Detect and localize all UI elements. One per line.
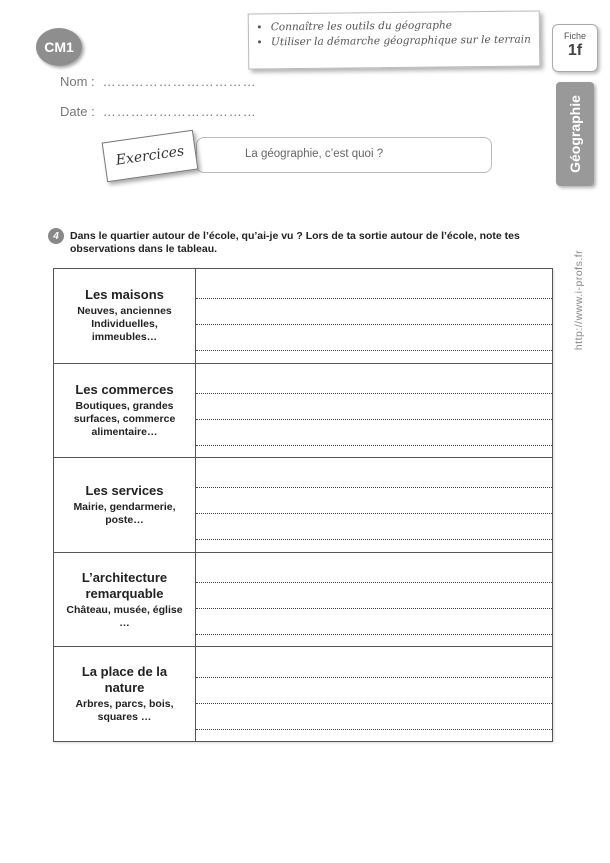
answer-cell[interactable]	[196, 269, 553, 364]
category-title: La place de la nature	[81, 664, 168, 696]
date-field[interactable]	[60, 104, 257, 119]
date-dots: ……………………………	[102, 104, 257, 119]
sheet-label: Fiche	[563, 31, 586, 41]
answer-line[interactable]	[196, 704, 552, 730]
table-row	[54, 552, 553, 647]
objective-item: • Utiliser la démarche géographique sur le terrain	[271, 34, 531, 49]
name-label: Nom :	[60, 74, 95, 89]
sheet-number: 1f	[567, 42, 583, 59]
category-cell	[54, 647, 196, 742]
site-url[interactable]	[572, 249, 586, 351]
category-examples: Arbres, parcs, bois, squares …	[75, 698, 174, 724]
answer-line[interactable]	[196, 325, 552, 351]
level-badge: CM1	[36, 28, 82, 66]
category-examples: Boutiques, grandes surfaces, commerce alimentaire…	[73, 399, 176, 438]
subject-label: Géographie	[567, 95, 583, 173]
site-url-text: http://www.i-profs.fr	[573, 249, 585, 351]
exercise-instruction: Dans le quartier autour de l’école, qu’ai-je vu ? Lors de ta sortie autour de l’école, note tes observations dans le tableau.	[70, 230, 520, 255]
answer-line[interactable]	[196, 583, 552, 609]
answer-line[interactable]	[196, 375, 552, 394]
category-examples: Neuves, anciennes Individuelles, immeubles…	[77, 305, 172, 344]
answer-cell[interactable]	[196, 552, 553, 647]
answer-line[interactable]	[196, 488, 552, 514]
table-row	[54, 458, 553, 553]
category-cell	[54, 363, 196, 458]
objectives-card	[248, 10, 541, 69]
objective-item: • Connaître les outils du géographe	[271, 19, 531, 34]
exercises-tag: Exercices	[102, 130, 199, 182]
exercise-number-badge: 4	[48, 228, 64, 244]
table-row	[54, 269, 553, 364]
category-cell	[54, 458, 196, 553]
category-title: Les services	[85, 482, 164, 498]
category-title: Les commerces	[75, 381, 174, 397]
name-field[interactable]	[60, 74, 257, 89]
table-row	[54, 363, 553, 458]
name-dots: ……………………………	[102, 74, 257, 89]
category-title: L’architecture remarquable	[81, 569, 168, 601]
table-row	[54, 647, 553, 742]
answer-line[interactable]	[196, 469, 552, 488]
date-label: Date :	[60, 104, 95, 119]
answer-line[interactable]	[196, 420, 552, 446]
answer-line[interactable]	[196, 564, 552, 583]
category-examples: Mairie, gendarmerie, poste…	[73, 500, 176, 526]
subject-bar	[556, 82, 594, 186]
section-title-box	[196, 137, 492, 173]
answer-line[interactable]	[196, 678, 552, 704]
answer-line[interactable]	[196, 609, 552, 635]
answer-line[interactable]	[196, 659, 552, 678]
category-title: Les maisons	[85, 287, 164, 303]
sheet-tab	[552, 24, 598, 72]
category-cell	[54, 269, 196, 364]
answer-cell[interactable]	[196, 647, 553, 742]
section-title: La géographie, c’est quoi ?	[245, 148, 384, 160]
category-cell	[54, 552, 196, 647]
observation-table	[53, 268, 553, 742]
answer-line[interactable]	[196, 299, 552, 325]
answer-line[interactable]	[196, 394, 552, 420]
answer-cell[interactable]	[196, 458, 553, 553]
answer-cell[interactable]	[196, 363, 553, 458]
answer-line[interactable]	[196, 514, 552, 540]
answer-line[interactable]	[196, 280, 552, 299]
category-examples: Château, musée, église …	[66, 603, 183, 629]
